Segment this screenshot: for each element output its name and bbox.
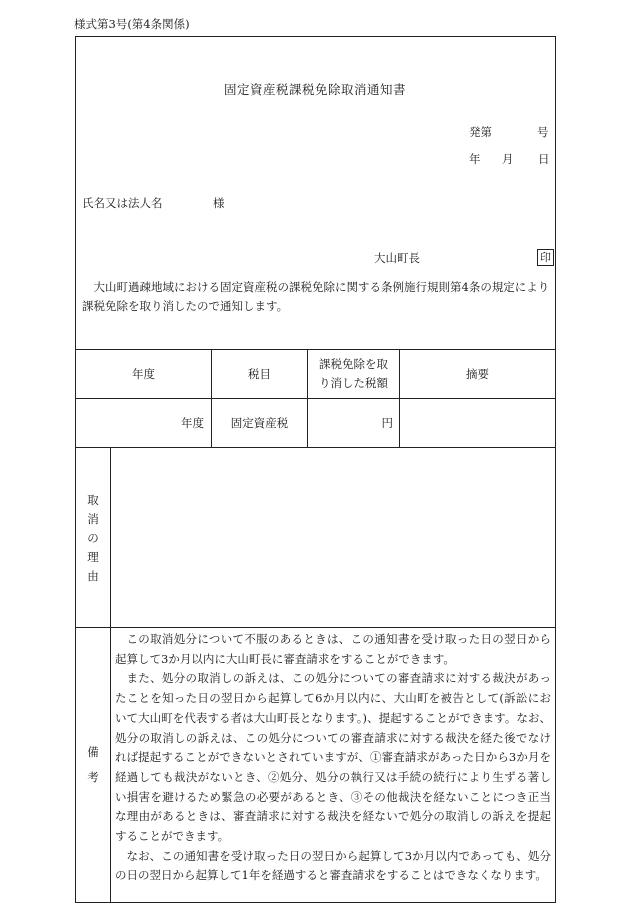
issue-month-label: 月 [502, 152, 514, 166]
issue-year-label: 年 [469, 152, 481, 166]
table-bottom-rule [75, 447, 556, 448]
reason-text-area[interactable] [112, 449, 554, 625]
issuer-name: 大山町長 [374, 251, 420, 265]
header-remarks: 摘要 [466, 366, 489, 381]
header-fiscal-year: 年度 [132, 366, 155, 381]
bikou-paragraph: また、処分の取消しの訴えは、この処分についての審査請求に対する裁決があったことを知った日の翌日から起算して6か月以内に、大山町を被告として(訴訟において大山町を代表する者は大山町長となります。)、提起することができます。なお、処分の取消しの訴えは、この処分についての審査請求に対する裁決を経た後でなければ提起することができないとされていますが、①審査請求があった日から3か月を経過しても裁決がないとき、②処分、処分の執行又は手続の続行により生ずる著しい損害を避けるため緊急の必要があるとき、③その他裁決を経ないことにつき正当な理由があるときは、審査請求に対する裁決を経ないで処分の取消しの訴えを提起することができます。 [115, 671, 551, 844]
reason-label-char: 消 [87, 512, 99, 526]
issue-day-label: 日 [538, 152, 550, 166]
form-number-label: 様式第3号(第4条関係) [74, 17, 190, 31]
bikou-label-char: 備 [87, 745, 99, 759]
document-title: 固定資産税課税免除取消通知書 [223, 82, 406, 97]
bikou-label-char: 考 [87, 770, 99, 784]
header-tax-item: 税目 [248, 366, 271, 381]
seal-mark: 印 [537, 249, 554, 266]
row-remarks[interactable] [400, 399, 555, 447]
recipient-honorific: 様 [213, 196, 225, 210]
issue-number-suffix: 号 [537, 125, 549, 139]
reason-bottom-rule [75, 627, 556, 628]
header-cancelled-amount-line2: り消した税額 [319, 376, 388, 390]
bikou-label [86, 743, 100, 787]
bikou-paragraph: なお、この通知書を受け取った日の翌日から起算して3か月以内であっても、処分の日の翌日から起算して1年を経過すると審査請求をすることはできなくなります。 [115, 848, 551, 883]
reason-label-char: の [87, 531, 99, 545]
row-cancelled-amount[interactable]: 円 [381, 415, 393, 430]
label-col-divider [110, 447, 111, 902]
notice-text: 大山町過疎地域における固定資産税の課税免除に関する条例施行規則第4条の規定により課税免除を取り消したので通知します。 [82, 280, 550, 313]
row-tax-item: 固定資産税 [230, 415, 289, 430]
bikou-paragraph: この取消処分について不服のあるときは、この通知書を受け取った日の翌日から起算して3か月以内に大山町長に審査請求をすることができます。 [115, 632, 552, 666]
issue-number-prefix: 発第 [469, 125, 492, 139]
header-cancelled-amount [308, 350, 399, 398]
recipient-label: 氏名又は法人名 [82, 196, 163, 210]
reason-label [86, 491, 100, 586]
reason-label-char: 取 [87, 493, 99, 507]
bikou-text [115, 630, 551, 886]
row-fiscal-year[interactable]: 年度 [181, 415, 204, 430]
reason-label-char: 由 [87, 569, 99, 583]
header-cancelled-amount-line1: 課税免除を取 [319, 357, 388, 371]
reason-label-char: 理 [87, 550, 99, 564]
